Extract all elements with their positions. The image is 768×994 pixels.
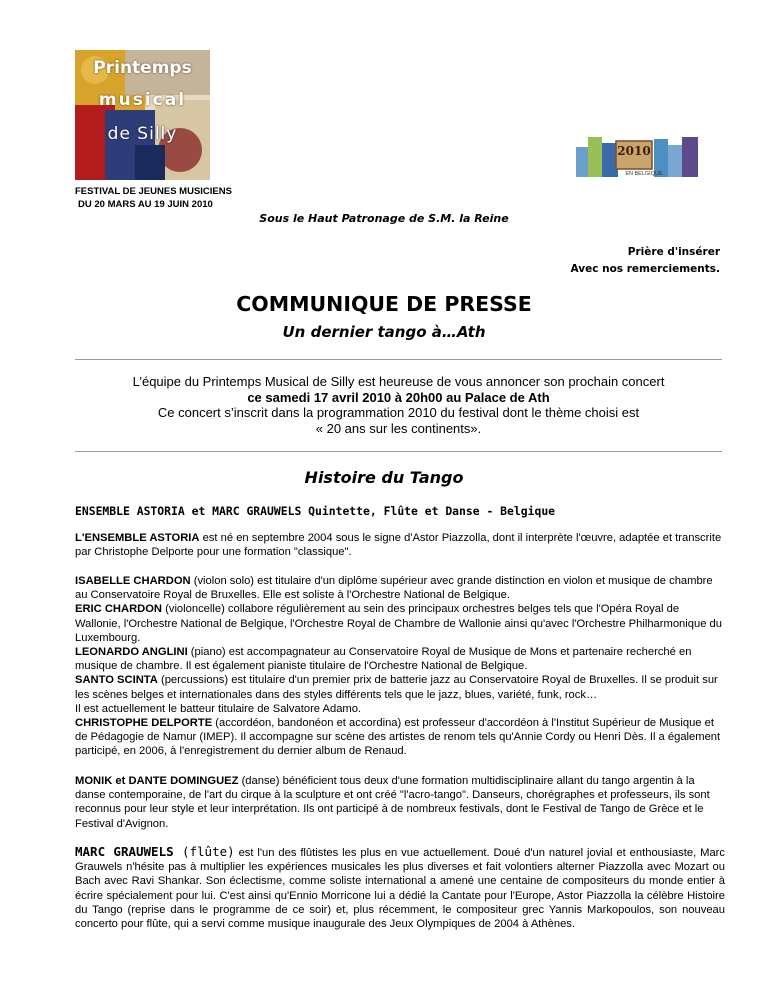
concert-announcement xyxy=(75,374,722,436)
concert-date-venue: ce samedi 17 avril 2010 à 20h00 au Palace de Ath xyxy=(247,389,550,405)
musician-bio xyxy=(75,574,725,602)
musician-bio xyxy=(75,645,725,673)
divider-top xyxy=(75,359,722,360)
chopin-logo-artwork xyxy=(576,133,706,185)
grauwels-paragraph xyxy=(75,845,725,931)
musician-text: (percussions) est titulaire d'un premier prix de batterie jazz au Conservatoire Royal de Bruxelles. Il se produit sur les scènes belges et internationales dans des styles différents tels que le jazz, blues, variété, funk, rock… xyxy=(75,674,718,701)
chopin-logo-year: 2010 xyxy=(617,144,651,158)
logo-word-musical: musical xyxy=(98,90,187,110)
musician-text: Il est actuellement le batteur titulaire de Salvatore Adamo. xyxy=(75,702,362,715)
musician-bio xyxy=(75,673,725,701)
dancers-name: MONIK et DANTE DOMINGUEZ xyxy=(75,775,239,787)
festival-line-2: DU 20 MARS AU 19 JUIN 2010 xyxy=(78,199,213,210)
astoria-paragraph xyxy=(75,531,725,559)
musician-name: SANTO SCINTA xyxy=(75,674,158,687)
astoria-text: est né en septembre 2004 sous le signe d'Astor Piazzolla, dont il interprète l'œuvre, adaptée et transcrite par Christophe Delporte pour une formation "classique". xyxy=(75,532,722,559)
musician-text: (piano) est accompagnateur au Conservatoire Royal de Musique de Mons et partenaire recherché en musique de chambre. Il est également pianiste titulaire de l'Orchestre National de Belgique. xyxy=(75,646,692,673)
please-insert: Prière d'insérer xyxy=(627,246,720,258)
grauwels-name: MARC GRAUWELS xyxy=(75,844,174,859)
musician-bio xyxy=(75,716,725,759)
dancers-paragraph xyxy=(75,774,725,831)
grauwels-instrument: (flûte) xyxy=(173,844,235,859)
musician-name: CHRISTOPHE DELPORTE xyxy=(75,717,213,730)
musician-name: ERIC CHARDON xyxy=(75,603,163,616)
musicians-paragraph xyxy=(75,574,725,759)
chopin-2010-logo xyxy=(576,133,706,185)
dancers-text: (danse) bénéficient tous deux d'une formation multidisciplinaire allant du tango argentin à la danse contemporaine, de l'art du cirque à la sculpture et ont créé "l'acro-tango". Danseurs, chorégraphes et professeurs, ils sont reconnus pour leur style et leur interprétation. Ils ont participé à de nombreux festivals, dont le Festival de Tango de Grèce et le Festival d'Avignon. xyxy=(75,775,710,830)
printemps-musical-logo xyxy=(75,50,210,180)
press-release-title: COMMUNIQUE DE PRESSE xyxy=(236,292,532,316)
section-title: Histoire du Tango xyxy=(304,468,464,487)
festival-line-1: FESTIVAL DE JEUNES MUSICIENS xyxy=(75,186,232,197)
logo-word-silly: de Silly xyxy=(107,124,178,144)
musician-text: (accordéon, bandonéon et accordina) est professeur d'accordéon à l'Institut Supérieur de Musique et de Pédagogie de Namur (IMEP). Il accompagne sur scène des artistes de renom tels qu'Annie Cordy ou Henri Dès. Il a également participé, en 2006, à l'enregistrement du dernier album de Renaud. xyxy=(75,717,721,758)
grauwels-text: est l'un des flûtistes les plus en vue actuellement. Doué d'un naturel jovial et enthousiaste, Marc Grauwels n'hésite pas à multiplier les expériences musicales les plus diverses et fait volontiers alterner Piazzolla avec Mozart ou Bach avec Ravi Shankar. Son éclectisme, comme soliste international a amené une centaine de compositeurs du monde entier à écrire spécialement pour lui. C'est ainsi qu'Ennio Morricone lui a dédié la Cantate pour l'Europe, Astor Piazzolla la célèbre Histoire du Tango (reprise dans le programme de ce soir) et, plus récemment, le compositeur grec Yannis Markopoulos, son nouveau concerto pour flûte, qui a servi comme musique inaugurale des Jeux Olympiques de 2004 à Athènes. xyxy=(75,847,725,931)
astoria-name: L'ENSEMBLE ASTORIA xyxy=(75,532,200,544)
musician-text: (violon solo) est titulaire d'un diplôme supérieur avec grande distinction en violon et musique de chambre au Conservatoire Royal de Bruxelles. Elle est soliste à l'Orchestre National de Belgique. xyxy=(75,575,713,602)
musician-name: LEONARDO ANGLINI xyxy=(75,646,188,659)
festival-dates xyxy=(75,185,232,211)
divider-bottom xyxy=(75,451,722,452)
announcement-line-3: Ce concert s’inscrit dans la programmation 2010 du festival dont le thème choisi est xyxy=(157,405,640,420)
festival-theme: « 20 ans sur les continents». xyxy=(315,420,482,436)
thanks-note: Avec nos remerciements. xyxy=(570,263,720,275)
musician-name: ISABELLE CHARDON xyxy=(75,575,191,587)
royal-patronage: Sous le Haut Patronage de S.M. la Reine xyxy=(259,212,509,225)
announcement-line-1: L’équipe du Printemps Musical de Silly est heureuse de vous annoncer son prochain concert xyxy=(132,374,665,389)
musician-text: (violoncelle) collabore régulièrement au sein des principaux orchestres belges tels que l'Opéra Royal de Wallonie, l'Orchestre National de Belgique, l'Orchestre Royal de Chambre de Wallonie ainsi qu'avec l'Orchestre Philharmonique du Luxembourg. xyxy=(75,603,722,644)
musician-bio xyxy=(75,602,725,645)
chopin-logo-subtitle: EN BELGIQUE xyxy=(625,171,663,177)
press-release-subtitle: Un dernier tango à…Ath xyxy=(282,323,486,341)
ensemble-heading: ENSEMBLE ASTORIA et MARC GRAUWELS Quintette, Flûte et Danse - Belgique xyxy=(75,504,556,518)
musician-bio xyxy=(75,702,725,716)
logo-word-printemps: Printemps xyxy=(93,58,192,78)
insert-request xyxy=(571,244,720,278)
